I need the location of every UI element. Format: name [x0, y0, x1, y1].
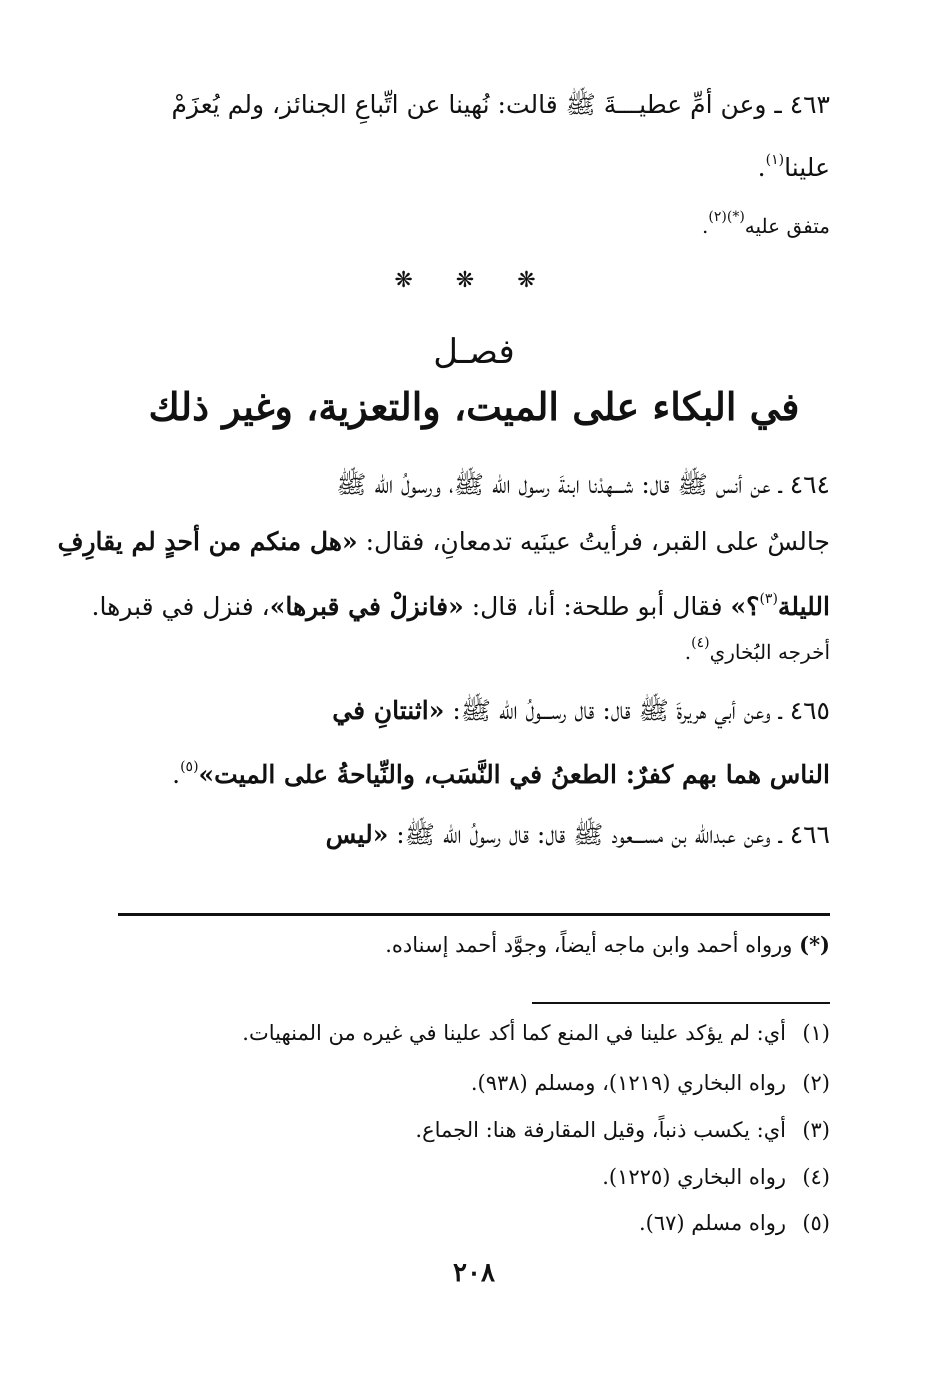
prophetic-quote: «اثنتانِ في	[332, 696, 445, 725]
editor-note	[118, 930, 830, 960]
footnote-5	[118, 1208, 830, 1238]
hadith-463-line-1	[118, 88, 830, 122]
footnote-number: (١)	[802, 1021, 830, 1045]
hadith-463-takhrij	[118, 200, 830, 243]
punctuation: .	[684, 640, 692, 664]
prophetic-quote: «هل منكم من أحدٍ لم يقارِفِ	[57, 527, 358, 556]
prophetic-quote: الليلة	[777, 592, 830, 621]
hadith-464-narration: ، فنزل في قبرها.	[91, 592, 270, 621]
editor-note-mark: (*)	[799, 932, 830, 957]
hadith-464-narration: فقال أبو طلحة: أنا، قال:	[471, 592, 723, 621]
prophetic-quote: «ليس	[325, 820, 389, 849]
prophetic-quote: الناس هما بهم كفرٌ: الطعنُ في النَّسَب، والنِّياحةُ على الميت»	[198, 760, 830, 789]
prophetic-quote-end: ؟»	[730, 592, 760, 621]
takhrij-text: متفق عليه	[744, 214, 830, 238]
footnote-text: رواه البخاري (١٢٢٥).	[602, 1165, 786, 1189]
punctuation: .	[172, 760, 181, 789]
hadith-464-narration: جالسٌ على القبر، فرأيتُ عينَيه تدمعانِ، فقال:	[365, 527, 830, 556]
page-number: ٢٠٨	[453, 1258, 495, 1288]
footnote-ref-1[interactable]: (١)	[765, 152, 785, 168]
footnote-short-divider	[532, 1002, 830, 1004]
chapter-label: فصـل	[433, 332, 515, 372]
punctuation: .	[757, 153, 766, 182]
hadith-465-text: ٤٦٥ ـ وعن أبي هريرةَ ﷺ قال: قال رســـولُ الله ﷺ:	[452, 696, 830, 725]
footnote-2	[118, 1068, 830, 1098]
footnote-ref-4[interactable]: (٤)	[691, 635, 710, 651]
editor-note-text: ورواه أحمد وابن ماجه أيضاً، وجوَّد أحمد إسناده.	[385, 933, 793, 957]
footnote-divider	[118, 913, 830, 916]
hadith-464-line-1	[118, 468, 830, 502]
hadith-464-takhrij	[118, 626, 830, 669]
takhrij-text: أخرجه البُخاري	[709, 640, 830, 664]
footnote-text: أي: يكسب ذنباً، وقيل المقارفة هنا: الجماع.	[415, 1118, 786, 1142]
hadith-465-line-2	[118, 750, 830, 792]
footnote-ref-5[interactable]: (٥)	[180, 759, 199, 775]
section-title: في البكاء على الميت، والتعزية، وغير ذلك	[148, 384, 800, 429]
hadith-463-text-end: علينا	[784, 153, 830, 182]
section-separator: ❋ ❋ ❋	[394, 268, 554, 293]
footnote-number: (٤)	[802, 1165, 830, 1189]
footnote-1	[118, 1018, 830, 1048]
footnote-number: (٣)	[802, 1118, 830, 1142]
hadith-465-line-1	[118, 694, 830, 728]
footnote-ref-2[interactable]: (*)(٢)	[708, 209, 745, 225]
footnote-text: أي: لم يؤكد علينا في المنع كما أكد علينا في غيره من المنهيات.	[242, 1021, 786, 1045]
hadith-466-text: ٤٦٦ ـ وعن عبدالله بن مســـعود ﷺ قال: قال رسولُ الله ﷺ:	[396, 820, 830, 849]
hadith-463-line-2	[118, 143, 830, 185]
hadith-466-line-1	[118, 818, 830, 852]
hadith-464-text: ٤٦٤ ـ عن أنس ﷺ قال: شـــهدْنا ابنةَ رسول الله ﷺ، ورسولُ الله ﷺ	[336, 470, 830, 499]
footnote-number: (٢)	[802, 1071, 830, 1095]
punctuation: .	[702, 214, 709, 238]
hadith-464-line-2	[57, 525, 830, 559]
footnote-text: رواه مسلم (٦٧).	[638, 1211, 786, 1235]
footnote-number: (٥)	[802, 1211, 830, 1235]
footnote-text: رواه البخاري (١٢١٩)، ومسلم (٩٣٨).	[470, 1071, 786, 1095]
hadith-463-text: ٤٦٣ ـ وعن أمِّ عطيـــةَ ﷺ قالت: نُهينا عن اتِّباعِ الجنائز، ولم يُعزَمْ	[171, 90, 830, 119]
footnote-ref-3[interactable]: (٣)	[759, 591, 778, 607]
hadith-464-line-3	[91, 582, 830, 624]
footnote-4	[118, 1162, 830, 1192]
footnote-3	[118, 1115, 830, 1145]
prophetic-quote: «فانزلْ في قبرها»	[269, 592, 464, 621]
